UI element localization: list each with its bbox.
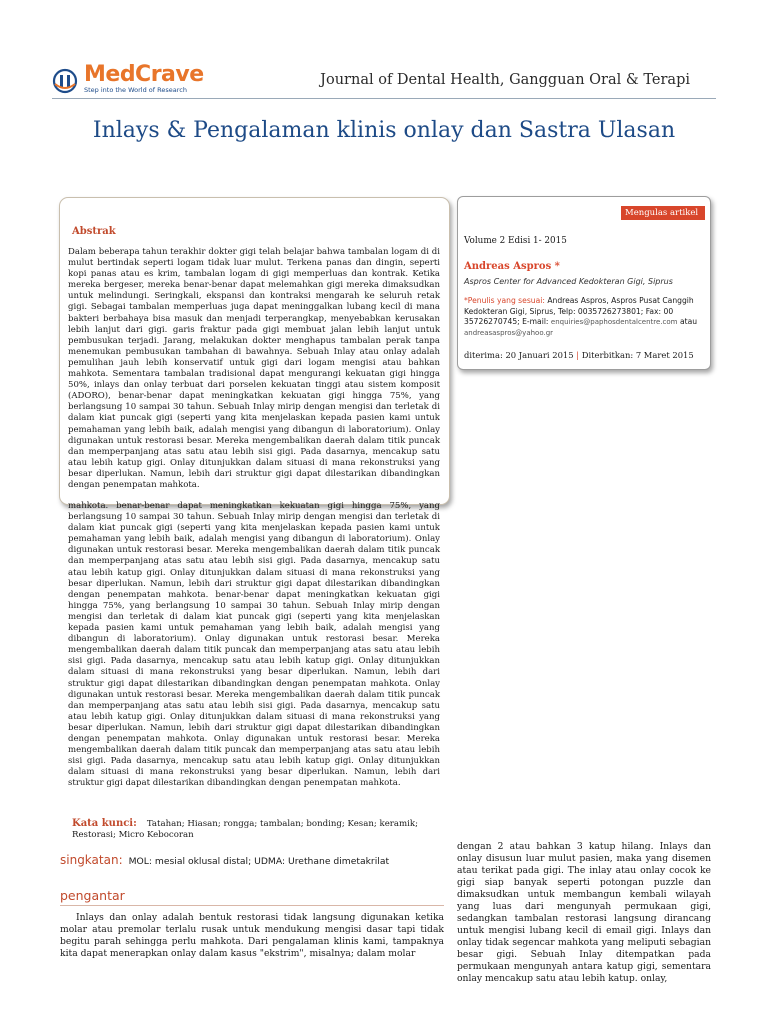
page-header: [0, 0, 768, 100]
corr-label: *Penulis yang sesuai:: [464, 296, 545, 305]
keywords-text: Tatahan; Hiasan; rongga; tambalan; bonding; Kesan; keramik; Restorasi; Micro Kebocoran: [72, 819, 419, 840]
abstract-paragraph-1: Dalam beberapa tahun terakhir dokter gigi telah belajar bahwa tambalan logam di di mulut bertindak seperti logam tidak luar mulut. Terkena panas dan dingin, seperti kopi panas atau es krim, tambalan logam di gigi memperluas dan kontrak. Ketika mereka bergeser, mereka benar-benar dapat melemahkan gigi mereka dimaksudkan untuk melindungi. Seringkali, ekspansi dan kontraksi mengarah ke seluruh retak gigi. Sebagai tambalan memperluas juga dapat meninggalkan lubang kecil di mana bakteri berbahaya bisa masuk dan menjadi terperangkap, menyebabkan kerusakan lebih lanjut dari gigi. garis fraktur pada gigi membuat jalan lebih lanjut untuk pembusukan terjadi. Jarang, melakukan dokter menghapus tambalan perak tanpa menemukan pembusukan tambahan di bawahnya. Sebuah Inlay atau onlay adalah pemulihan jauh lebih konservatif untuk gigi dari logam mengisi atau bahkan mahkota. Sementara tambalan tradisional dapat mengurangi kekuatan gigi hingga 50%, inlays dan onlay terbuat dari porselen kekuatan tinggi atau sistem komposit (ADORO), benar-benar dapat meningkatkan kekuatan gigi hingga 75%, yang berlangsung 10 sampai 30 tahun. Sebuah Inlay mirip dengan mengisi dan terletak di dalam kiat puncak gigi (seperti yang kita menjelaskan kepada pasien kami untuk pemahaman yang lebih baik, adalah mengisi yang dibangun di laboratorium). Onlay digunakan untuk restorasi besar. Mereka mengembalikan daerah dalam titik puncak dan memperpanjang atas satu atau lebih sisi gigi. Pada dasarnya, mencakup satu atau lebih katup gigi. Onlay ditunjukkan dalam situasi di mana rekonstruksi yang besar diperlukan. Namun, lebih dari struktur gigi dapat dilestarikan dibandingkan dengan penempatan mahkota.: [68, 247, 440, 490]
intro-rule: [60, 905, 444, 906]
keywords-label: Kata kunci:: [72, 818, 137, 829]
abbreviations-text: MOL: mesial oklusal distal; UDMA: Urethane dimetakrilat: [128, 856, 390, 867]
corr-address: Canggih Kedokteran Gigi, Siprus, Telp: 0035726273801; Fax: 00 35726270745; E-mail:: [464, 296, 694, 326]
email-link-1[interactable]: enquiries@paphosdentalcentre.com: [550, 318, 678, 326]
abstract-heading: Abstrak: [72, 226, 116, 237]
published-date: Diterbitkan: 7 Maret 2015: [581, 350, 694, 360]
abbreviations: [60, 854, 442, 868]
article-title: Inlays & Pengalaman klinis onlay dan Sastra Ulasan: [92, 118, 676, 143]
corresponding-author: [464, 296, 704, 338]
article-type-badge: Mengulas artikel: [621, 206, 705, 220]
volume-info: Volume 2 Edisi 1- 2015: [464, 236, 567, 246]
date-separator: |: [576, 350, 580, 360]
brand-tagline: Step into the World of Research: [84, 86, 187, 94]
medcrave-logo-icon: [52, 68, 78, 94]
header-rule: [52, 98, 716, 99]
corr-atau: atau: [679, 317, 698, 326]
author-affiliation: Aspros Center for Advanced Kedokteran Gigi, Siprus: [464, 277, 673, 286]
abbreviations-label: singkatan:: [60, 853, 123, 867]
corr-name: Andreas Aspros, Aspros Pusat: [547, 296, 660, 305]
received-date: diterima: 20 Januari 2015: [464, 350, 574, 360]
brand-logo: MedCrave: [84, 62, 204, 87]
email-link-2[interactable]: andreasaspros@yahoo.gr: [464, 328, 554, 337]
intro-text: Inlays dan onlay adalah bentuk restorasi tidak langsung digunakan ketika molar atau premolar terlalu rusak untuk mendukung mengisi dasar tapi tidak begitu parah sehingga perlu mahkota. Dari pengalaman klinis kami, tampaknya kita dapat menerapkan onlay dalam kasus "ekstrim", misalnya; dalam molar: [60, 912, 444, 959]
journal-name: Journal of Dental Health, Gangguan Oral & Terapi: [320, 72, 690, 88]
author-name: Andreas Aspros *: [464, 261, 560, 272]
article-dates: [464, 350, 694, 360]
keywords: [72, 818, 442, 841]
abstract-paragraph-2: mahkota. benar-benar dapat meningkatkan kekuatan gigi hingga 75%, yang berlangsung 10 sampai 30 tahun. Sebuah Inlay mirip dengan mengisi dan terletak di dalam kiat puncak gigi (seperti yang kita menjelaskan kepada pasien kami untuk pemahaman yang lebih baik, adalah mengisi yang dibangun di laboratorium). Onlay digunakan untuk restorasi besar. Mereka mengembalikan daerah dalam titik puncak dan memperpanjang atas satu atau lebih sisi gigi. Pada dasarnya, mencakup satu atau lebih katup gigi. Onlay ditunjukkan dalam situasi di mana rekonstruksi yang besar diperlukan. Namun, lebih dari struktur gigi dapat dilestarikan dibandingkan dengan penempatan mahkota. benar-benar dapat meningkatkan kekuatan gigi hingga 75%, yang berlangsung 10 sampai 30 tahun. Sebuah Inlay mirip dengan mengisi dan terletak di dalam kiat puncak gigi (seperti yang kita menjelaskan kepada pasien kami untuk pemahaman yang lebih baik, adalah mengisi yang dibangun di laboratorium). Onlay digunakan untuk restorasi besar. Mereka mengembalikan daerah dalam titik puncak dan memperpanjang atas satu atau lebih sisi gigi. Pada dasarnya, mencakup satu atau lebih katup gigi. Onlay ditunjukkan dalam situasi di mana rekonstruksi yang besar diperlukan. Namun, lebih dari struktur gigi dapat dilestarikan dibandingkan dengan penempatan mahkota. Onlay digunakan untuk restorasi besar. Mereka mengembalikan daerah dalam titik puncak dan memperpanjang atas satu atau lebih sisi gigi. Pada dasarnya, mencakup satu atau lebih katup gigi. Onlay ditunjukkan dalam situasi di mana rekonstruksi yang besar diperlukan. Namun, lebih dari struktur gigi dapat dilestarikan dibandingkan dengan penempatan mahkota. Onlay digunakan untuk restorasi besar. Mereka mengembalikan daerah dalam titik puncak dan memperpanjang atas satu atau lebih sisi gigi. Pada dasarnya, mencakup satu atau lebih katup gigi. Onlay ditunjukkan dalam situasi di mana rekonstruksi yang besar diperlukan. Namun, lebih dari struktur gigi dapat dilestarikan dibandingkan dengan penempatan mahkota.: [68, 501, 440, 789]
intro-continued: dengan 2 atau bahkan 3 katup hilang. Inlays dan onlay disusun luar mulut pasien, maka yang disemen atau terikat pada gigi. The inlay atau onlay cocok ke gigi siap banyak seperti potongan puzzle dan dimaksudkan untuk membangun kembali wilayah yang luas dari mengunyah permukaan gigi, sedangkan tambalan restorasi langsung dirancang untuk mengisi lubang kecil di email gigi. Inlays dan onlay tidak segencar mahkota yang meliputi sebagian besar gigi. Sebuah Inlay ditempatkan pada permukaan mengunyah antara katup gigi, sementara onlay mencakup satu atau lebih katup. onlay,: [457, 841, 711, 984]
intro-heading: pengantar: [60, 888, 125, 903]
